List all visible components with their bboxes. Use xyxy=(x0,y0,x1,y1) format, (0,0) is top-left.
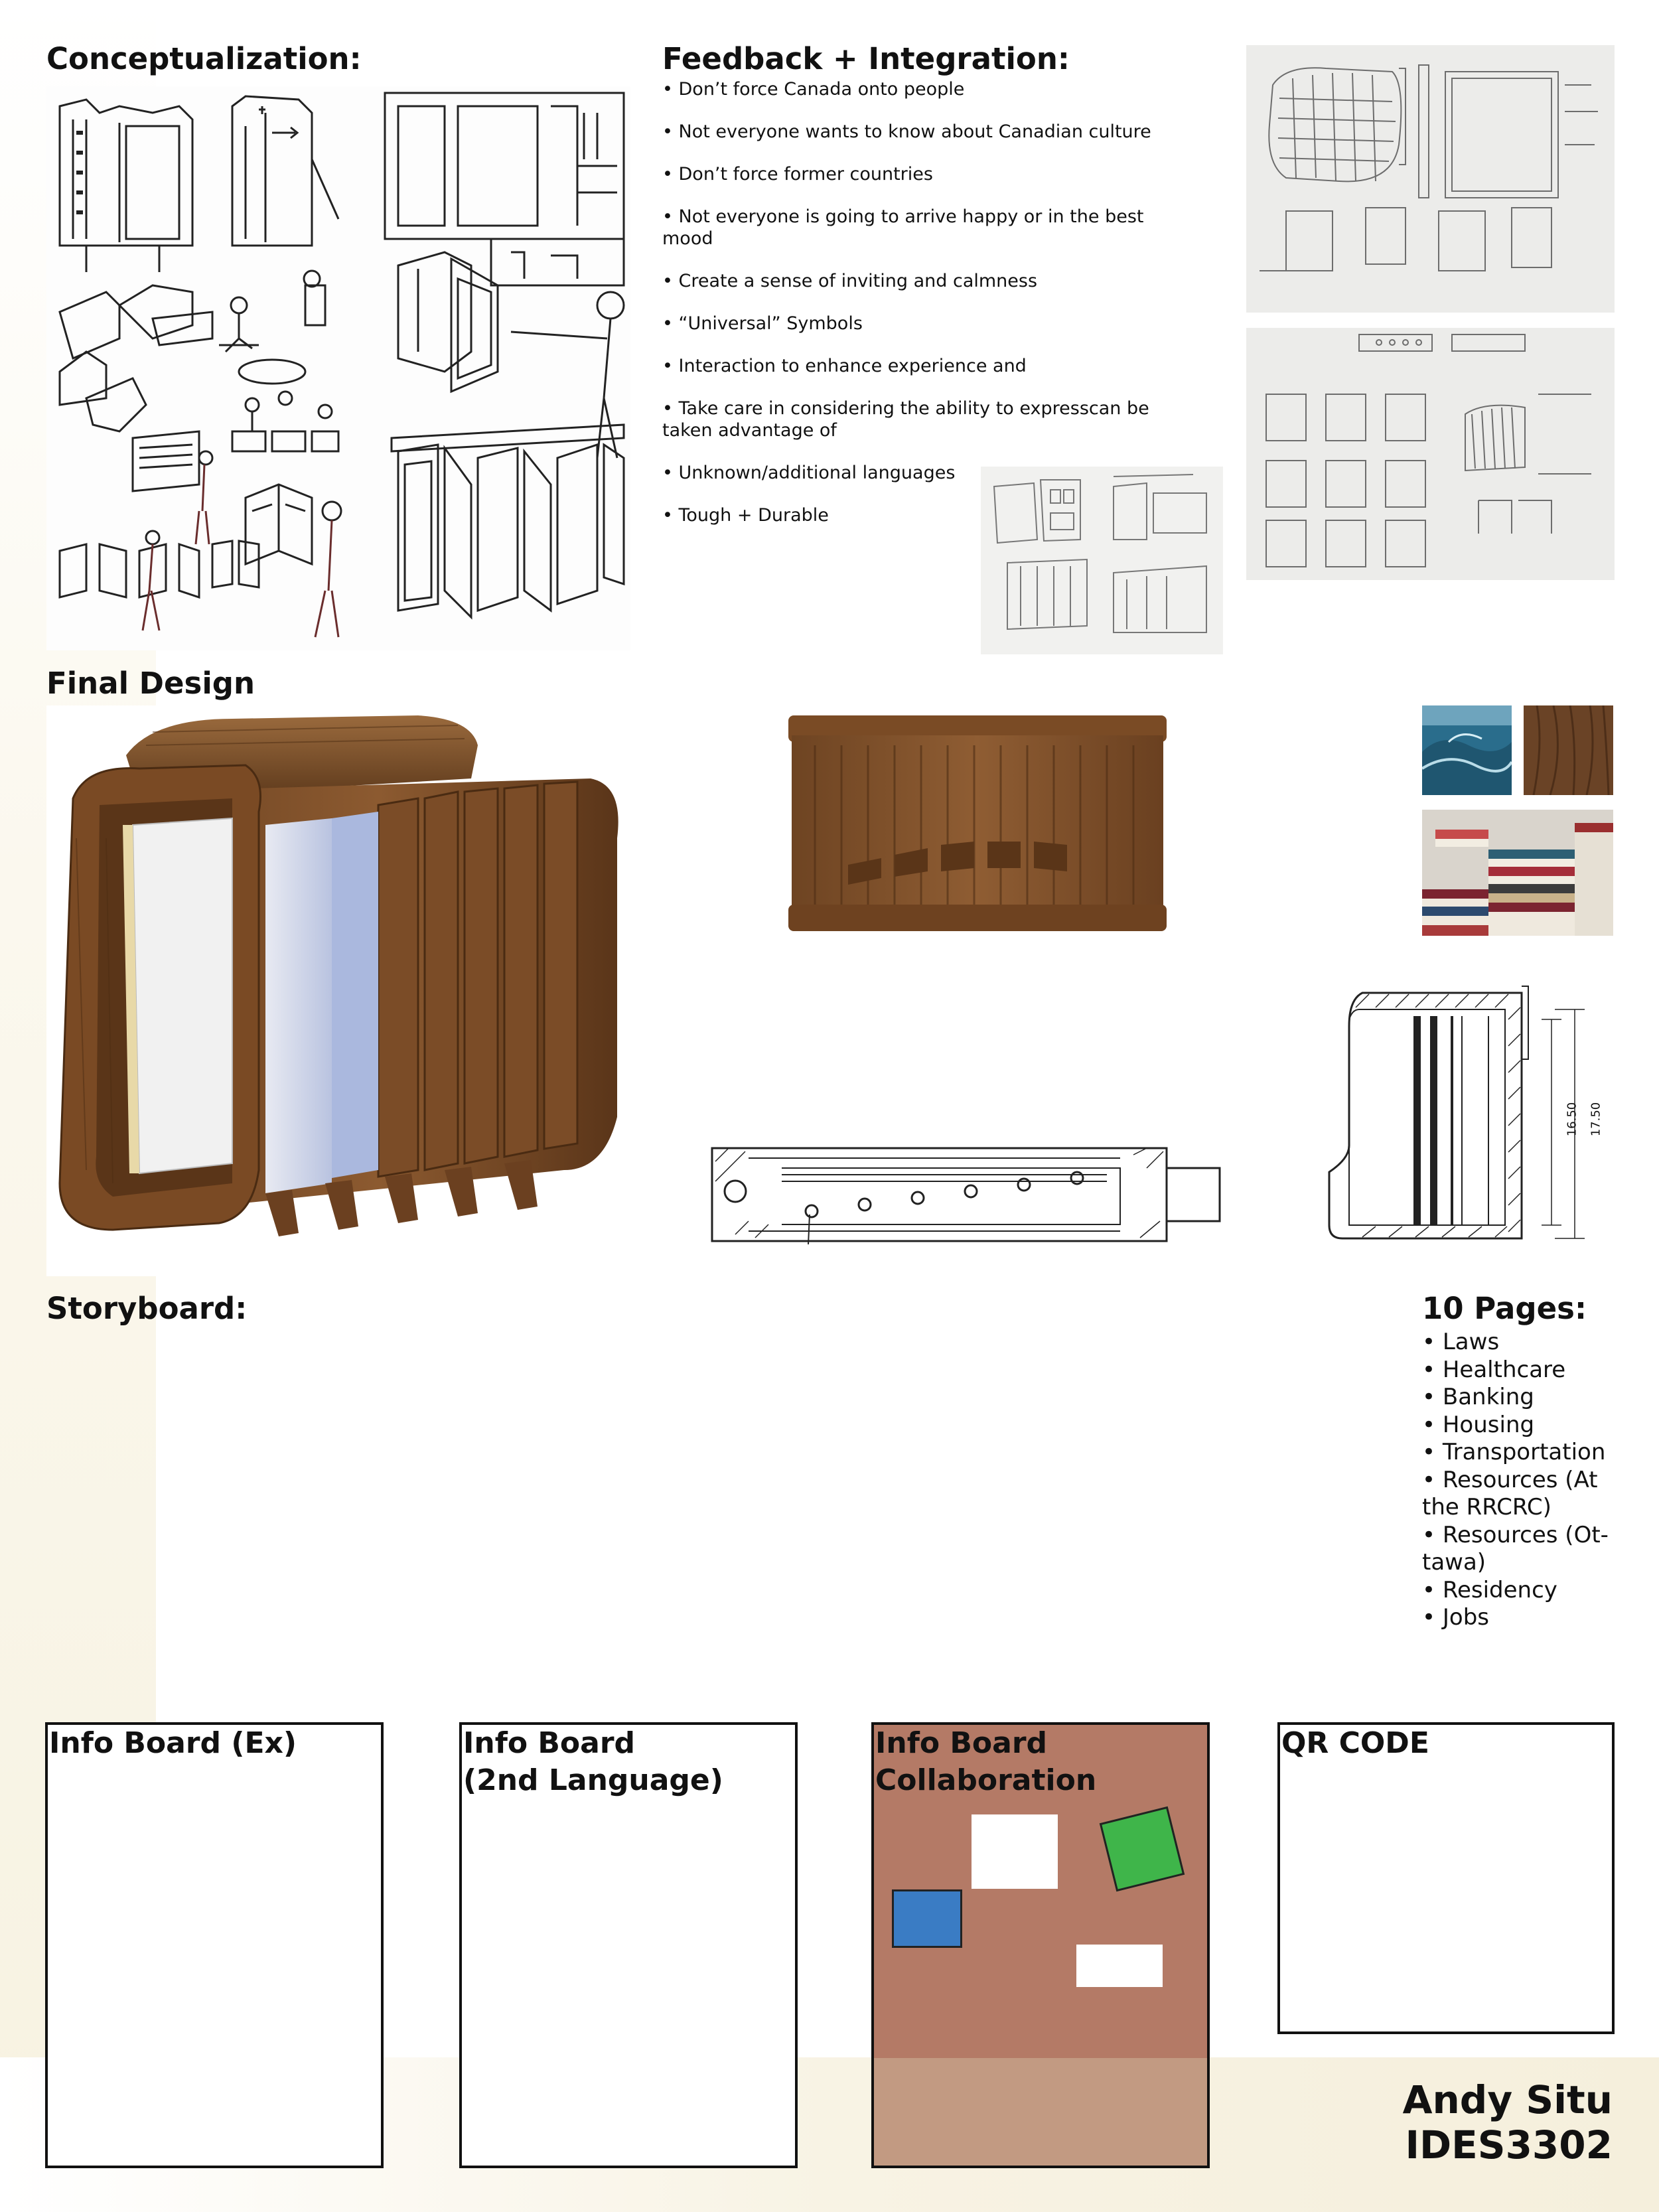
author-name: Andy Situ xyxy=(1402,2077,1613,2122)
feedback-item: • Not everyone wants to know about Canadian culture xyxy=(662,121,1151,142)
final-design-heading: Final Design xyxy=(46,666,255,701)
feedback-item: • Don’t force former countries xyxy=(662,164,933,184)
pencil-sketch-top-right xyxy=(1246,45,1615,313)
feedback-item: • “Universal” Symbols xyxy=(662,313,863,334)
page-item: • Laws xyxy=(1422,1329,1500,1355)
feedback-item: • Unknown/additional languages xyxy=(662,463,956,483)
sketch-folding-panels xyxy=(392,425,624,617)
tech-drawing-side xyxy=(1323,980,1601,1248)
storyboard-heading: Storyboard: xyxy=(46,1291,248,1326)
page-item: • Healthcare xyxy=(1422,1356,1566,1383)
page-item: • Resources (Ot-tawa) xyxy=(1422,1521,1609,1576)
qr-code-board xyxy=(1277,1722,1615,2034)
feedback-item: • Create a sense of inviting and calmness xyxy=(662,271,1038,291)
feedback-item: • Don’t force Canada onto people xyxy=(662,79,965,100)
pencil-sketch-small xyxy=(981,467,1223,654)
concept-sketches xyxy=(46,86,630,650)
page-item: • Transportation xyxy=(1422,1439,1606,1465)
info-board-collaboration xyxy=(871,1722,1210,2168)
sketch-kiosk-swing xyxy=(232,96,338,246)
page-item: • Resources (At the RRCRC) xyxy=(1422,1466,1598,1520)
sketch-wall-box-person xyxy=(133,431,212,544)
course-code: IDES3302 xyxy=(1405,2122,1613,2168)
tech-drawing-top xyxy=(709,1142,1226,1258)
feedback-item: • Interaction to enhance experience and xyxy=(662,356,1027,376)
board-label: Info Board Collaboration xyxy=(875,1726,1097,1797)
feedback-item: • Take care in considering the ability to expresscan be taken advantage of xyxy=(662,398,1149,441)
page-item: • Banking xyxy=(1422,1384,1534,1410)
swatch-books xyxy=(1422,810,1613,936)
feedback-item: • Not everyone is going to arrive happy or in the best mood xyxy=(662,206,1144,249)
board-label: Info Board (Ex) xyxy=(49,1726,297,1760)
pages-list xyxy=(1422,1329,1621,1632)
sketch-book-kiosks-row xyxy=(60,531,259,630)
board-bottom-shade xyxy=(874,2058,1207,2166)
sticky-note-blue xyxy=(892,1889,962,1948)
sketch-wall-cabinet xyxy=(385,93,624,285)
sketch-people-seating xyxy=(219,271,338,451)
swatch-wood xyxy=(1524,705,1613,795)
sketch-kiosk-open xyxy=(60,100,192,272)
board-label: Info Board (2nd Language) xyxy=(463,1726,723,1797)
feedback-item: • Tough + Durable xyxy=(662,505,829,526)
page-item: • Housing xyxy=(1422,1411,1535,1438)
board-label: QR CODE xyxy=(1281,1726,1429,1760)
sketch-open-book-kiosk xyxy=(246,484,341,637)
conceptualization-heading: Conceptualization: xyxy=(46,41,362,76)
page-item: • Jobs xyxy=(1422,1604,1489,1631)
author-signature xyxy=(1403,2077,1613,2168)
sticky-note-white xyxy=(1076,1945,1163,1987)
render-main-3d xyxy=(46,705,690,1276)
pages-heading: 10 Pages: xyxy=(1422,1291,1587,1326)
feedback-heading: Feedback + Integration: xyxy=(662,41,1070,76)
sketch-seating-blocks xyxy=(60,285,212,431)
sticky-note-white xyxy=(972,1814,1058,1889)
pencil-sketch-mid-right xyxy=(1246,328,1615,580)
dimension-label: 17.50 xyxy=(1589,1102,1603,1137)
dimension-label: 16.50 xyxy=(1565,1102,1579,1137)
swatch-water xyxy=(1422,705,1512,795)
sticky-note-green xyxy=(1100,1806,1185,1891)
info-board-example xyxy=(45,1722,384,2168)
render-front-view xyxy=(768,705,1193,958)
page-item: • Residency xyxy=(1422,1576,1557,1603)
info-board-second-language xyxy=(459,1722,798,2168)
